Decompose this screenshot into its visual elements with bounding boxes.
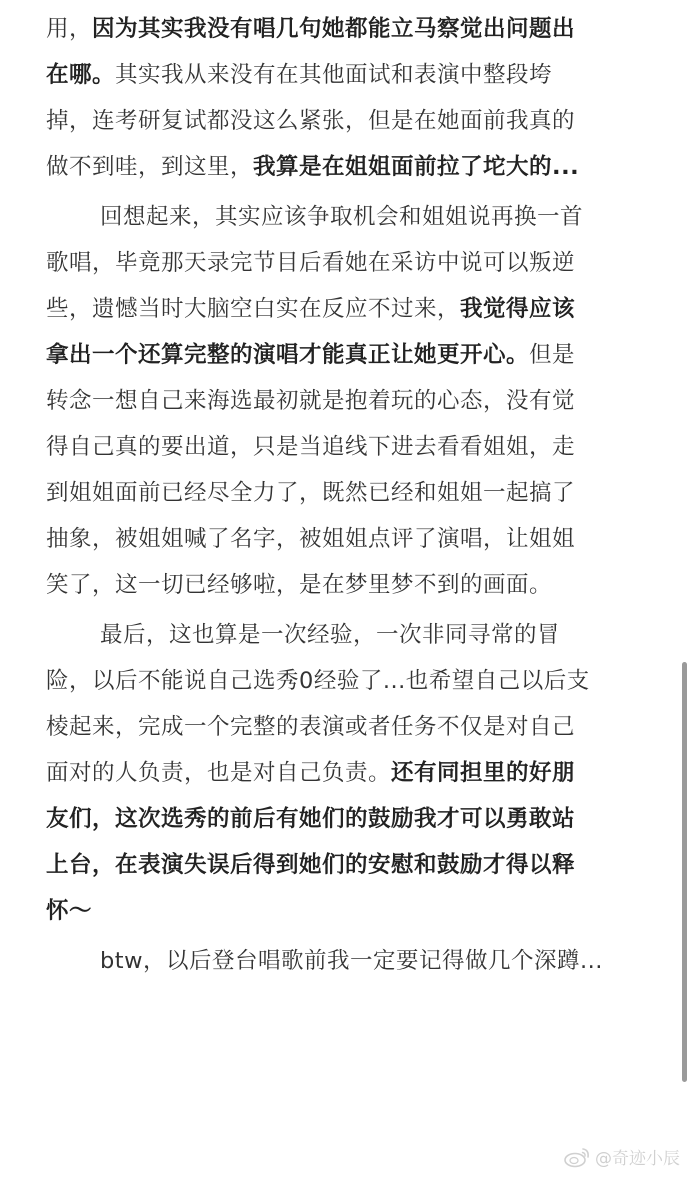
text-line: 做不到哇，到这里，我算是在姐姐面前拉了坨大的...: [46, 154, 580, 180]
text-line: 回想起来，其实应该争取机会和姐姐说再换一首: [100, 204, 584, 230]
text-line: 友们，这次选秀的前后有她们的鼓励我才可以勇敢站: [46, 806, 576, 832]
text-line: 最后，这也算是一次经验，一次非同寻常的冒: [100, 622, 561, 648]
text-line: 些，遗憾当时大脑空白实在反应不过来，我觉得应该: [46, 296, 576, 322]
text-line: 到姐姐面前已经尽全力了，既然已经和姐姐一起搞了: [46, 480, 576, 506]
article-body: [46, 6, 646, 984]
text-line: 险，以后不能说自己选秀0经验了...也希望自己以后支: [46, 668, 590, 694]
text-line: 怀～: [46, 898, 93, 924]
text-line: 转念一想自己来海选最初就是抱着玩的心态，没有觉: [46, 388, 576, 414]
text-line: 笑了，这一切已经够啦，是在梦里梦不到的画面。: [46, 572, 553, 598]
text-line: 在哪。其实我从来没有在其他面试和表演中整段垮: [46, 62, 553, 88]
text-line: 用，因为其实我没有唱几句她都能立马察觉出问题出: [46, 16, 576, 42]
text-line: 拿出一个还算完整的演唱才能真正让她更开心。但是: [46, 342, 576, 368]
text-line: 掉，连考研复试都没这么紧张，但是在她面前我真的: [46, 108, 576, 134]
text-line: 歌唱，毕竟那天录完节目后看她在采访中说可以叛逆: [46, 250, 576, 276]
watermark-text: @奇迹小辰: [595, 1149, 680, 1169]
text-line: 面对的人负责，也是对自己负责。还有同担里的好朋: [46, 760, 576, 786]
text-line: 得自己真的要出道，只是当追线下进去看看姐姐，走: [46, 434, 576, 460]
weibo-logo-icon: [563, 1146, 591, 1168]
text-line: btw，以后登台唱歌前我一定要记得做几个深蹲...: [100, 948, 603, 974]
watermark: [563, 1144, 680, 1169]
vertical-scrollbar[interactable]: [682, 662, 687, 1082]
text-line: 上台，在表演失误后得到她们的安慰和鼓励才得以释: [46, 852, 576, 878]
text-line: 抽象，被姐姐喊了名字，被姐姐点评了演唱，让姐姐: [46, 526, 576, 552]
text-line: 棱起来，完成一个完整的表演或者任务不仅是对自己: [46, 714, 576, 740]
